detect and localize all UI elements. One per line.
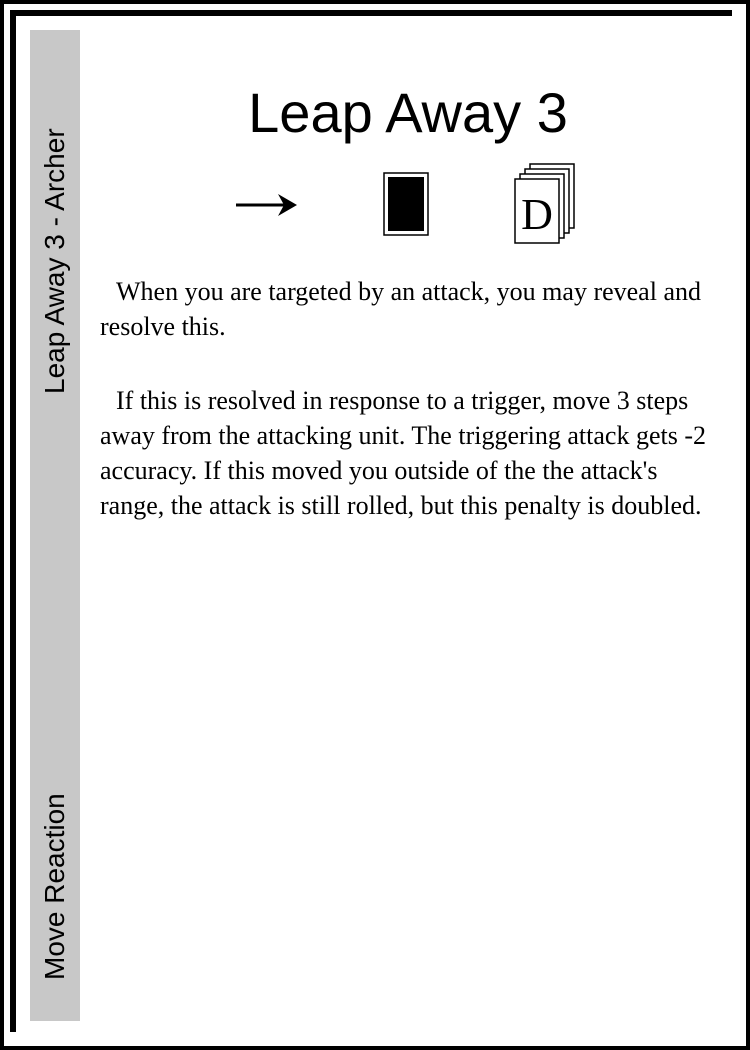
rules-paragraph-effect: If this is resolved in response to a trigger, move 3 steps away from the attacking unit. The triggering attack gets -2 accuracy. If this moved you outside of the the attack's range, the attack is still rolled, but this penalty is doubled.	[100, 386, 706, 520]
card-icon	[383, 172, 429, 236]
sidebar-card-name: Leap Away 3 - Archer	[39, 128, 70, 394]
rules-paragraph-trigger: When you are targeted by an attack, you may reveal and resolve this.	[100, 277, 701, 341]
card-title: Leap Away 3	[248, 81, 568, 144]
sidebar-card-type: Move Reaction	[39, 793, 70, 980]
deck-icon	[512, 162, 578, 244]
move-arrow-icon	[234, 188, 298, 222]
deck-letter: D	[521, 190, 553, 239]
card-rules-text	[100, 274, 710, 562]
